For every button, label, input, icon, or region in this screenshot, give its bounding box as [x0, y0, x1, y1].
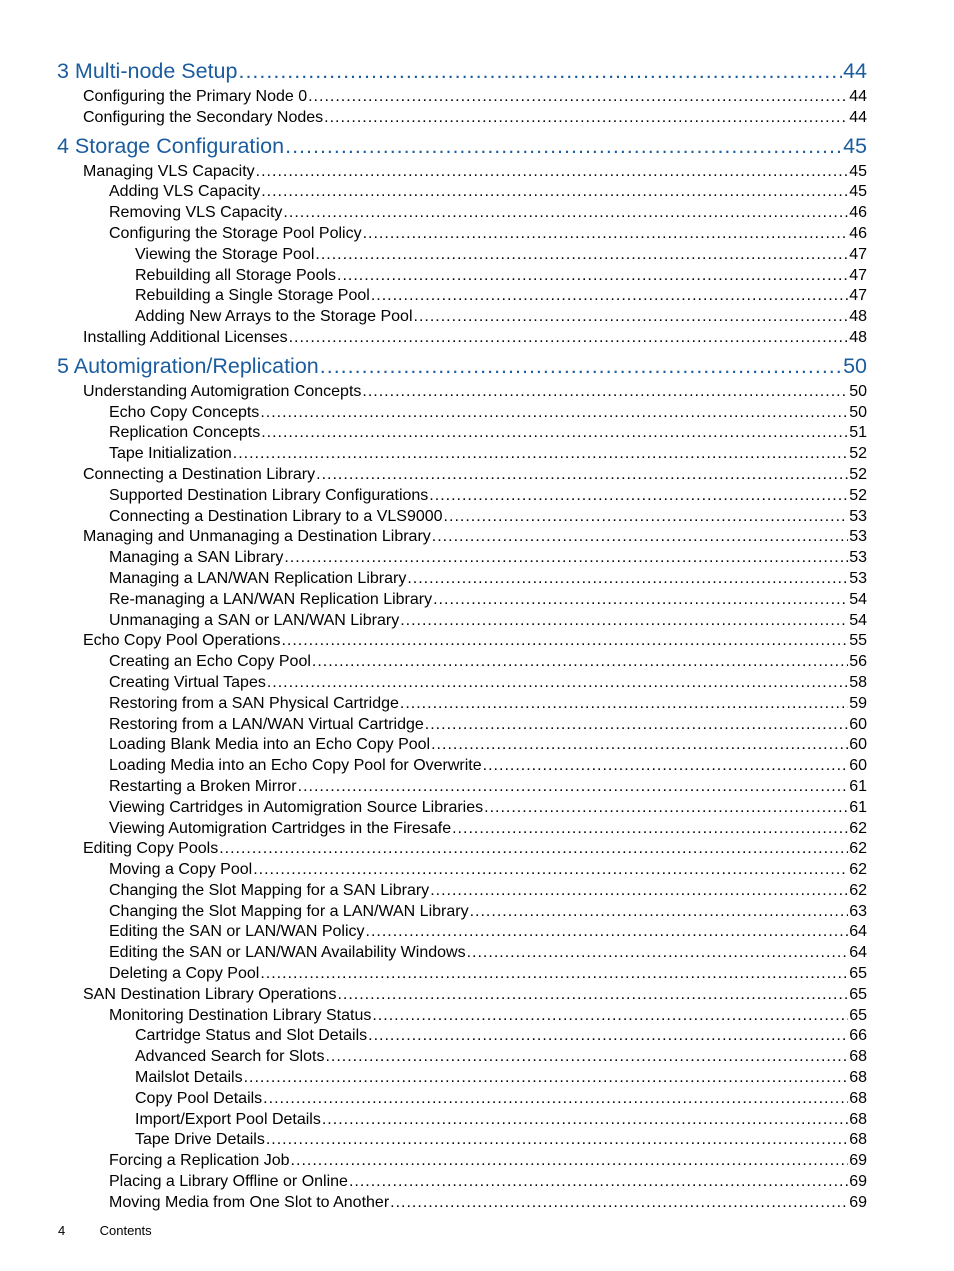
toc-entry[interactable] — [83, 839, 867, 860]
toc-entry-page-number: 53 — [849, 528, 867, 546]
toc-entry-page-number: 50 — [849, 403, 867, 421]
toc-entry[interactable] — [109, 224, 867, 245]
toc-entry-title: Copy Pool Details — [135, 1089, 263, 1107]
dot-leader — [483, 756, 849, 777]
toc-entry-title: Managing a LAN/WAN Replication Library — [109, 569, 407, 587]
toc-entry[interactable] — [83, 465, 867, 486]
toc-entry-title: Rebuilding a Single Storage Pool — [135, 287, 370, 305]
toc-entry-page-number: 62 — [849, 840, 867, 858]
toc-entry-title: Tape Initialization — [109, 445, 232, 463]
page-footer — [58, 1223, 152, 1238]
toc-entry-page-number: 69 — [849, 1173, 867, 1191]
dot-leader — [390, 1193, 848, 1214]
toc-entry[interactable] — [109, 798, 867, 819]
toc-entry-title: 3 Multi-node Setup — [57, 59, 238, 83]
toc-entry[interactable] — [109, 735, 867, 756]
toc-entry-page-number: 44 — [849, 108, 867, 126]
toc-entry[interactable] — [109, 548, 867, 569]
toc-entry-page-number: 65 — [849, 985, 867, 1003]
toc-entry-title: Adding VLS Capacity — [109, 183, 261, 201]
toc-entry-page-number: 65 — [849, 965, 867, 983]
toc-entry-title: Mailslot Details — [135, 1069, 243, 1087]
toc-entry[interactable] — [109, 1006, 867, 1027]
toc-entry-page-number: 45 — [843, 133, 867, 158]
table-of-contents — [0, 54, 954, 1214]
toc-entry-title: Understanding Automigration Concepts — [83, 382, 362, 400]
toc-entry[interactable] — [109, 182, 867, 203]
toc-entry[interactable] — [83, 162, 867, 183]
toc-entry-page-number: 54 — [849, 590, 867, 608]
toc-entry[interactable] — [109, 1172, 867, 1193]
dot-leader — [431, 735, 848, 756]
toc-chapter-entry[interactable] — [57, 351, 867, 382]
toc-entry[interactable] — [109, 203, 867, 224]
toc-entry-title: Rebuilding all Storage Pools — [135, 266, 337, 284]
toc-entry[interactable] — [135, 1026, 867, 1047]
toc-entry-title: Changing the Slot Mapping for a LAN/WAN Library — [109, 902, 469, 920]
toc-entry-title: Restarting a Broken Mirror — [109, 777, 297, 795]
toc-entry-page-number: 52 — [849, 445, 867, 463]
toc-entry[interactable] — [109, 964, 867, 985]
toc-entry-page-number: 46 — [849, 204, 867, 222]
dot-leader — [233, 444, 848, 465]
toc-entry-page-number: 68 — [849, 1131, 867, 1149]
toc-entry[interactable] — [83, 382, 867, 403]
toc-entry-title: Deleting a Copy Pool — [109, 965, 260, 983]
toc-entry[interactable] — [109, 444, 867, 465]
toc-entry-page-number: 62 — [849, 819, 867, 837]
toc-entry[interactable] — [109, 486, 867, 507]
toc-entry-page-number: 48 — [849, 308, 867, 326]
dot-leader — [256, 162, 849, 183]
dot-leader — [284, 548, 848, 569]
toc-entry-title: Editing the SAN or LAN/WAN Policy — [109, 923, 365, 941]
toc-entry-title: Cartridge Status and Slot Details — [135, 1027, 368, 1045]
toc-entry-title: Echo Copy Pool Operations — [83, 632, 281, 650]
dot-leader — [368, 1026, 848, 1047]
toc-entry-title: Restoring from a LAN/WAN Virtual Cartridge — [109, 715, 424, 733]
dot-leader — [308, 87, 848, 108]
dot-leader — [425, 715, 848, 736]
dot-leader — [253, 860, 848, 881]
toc-entry-title: Creating Virtual Tapes — [109, 673, 266, 691]
toc-entry[interactable] — [109, 652, 867, 673]
toc-entry-title: Replication Concepts — [109, 424, 261, 442]
toc-entry-title: Advanced Search for Slots — [135, 1048, 325, 1066]
toc-entry-page-number: 52 — [849, 465, 867, 483]
dot-leader — [261, 423, 848, 444]
toc-entry-title: Moving Media from One Slot to Another — [109, 1193, 390, 1211]
dot-leader — [219, 839, 848, 860]
toc-entry[interactable] — [135, 1089, 867, 1110]
toc-entry[interactable] — [83, 87, 867, 108]
toc-entry-page-number: 50 — [849, 382, 867, 400]
toc-entry[interactable] — [83, 985, 867, 1006]
toc-entry-page-number: 60 — [849, 715, 867, 733]
toc-entry-page-number: 44 — [849, 88, 867, 105]
toc-entry-page-number: 63 — [849, 902, 867, 920]
toc-entry[interactable] — [109, 922, 867, 943]
toc-entry[interactable] — [135, 1068, 867, 1089]
toc-entry-page-number: 69 — [849, 1193, 867, 1211]
toc-entry-page-number: 68 — [849, 1069, 867, 1087]
toc-entry[interactable] — [109, 715, 867, 736]
toc-entry[interactable] — [109, 694, 867, 715]
toc-entry-title: Viewing Cartridges in Automigration Source Libraries — [109, 798, 484, 816]
toc-entry-page-number: 52 — [849, 486, 867, 504]
dot-leader — [372, 1006, 848, 1027]
toc-chapter-entry[interactable] — [57, 131, 867, 162]
toc-entry-page-number: 68 — [849, 1048, 867, 1066]
toc-entry-page-number: 45 — [849, 183, 867, 201]
toc-entry-title: SAN Destination Library Operations — [83, 985, 337, 1003]
dot-leader — [366, 922, 849, 943]
dot-leader — [371, 286, 848, 307]
toc-entry-title: Monitoring Destination Library Status — [109, 1006, 372, 1024]
toc-entry-page-number: 50 — [843, 353, 867, 378]
toc-entry[interactable] — [135, 1110, 867, 1131]
toc-entry-title: Moving a Copy Pool — [109, 861, 253, 879]
dot-leader — [312, 652, 848, 673]
toc-entry-page-number: 48 — [849, 328, 867, 346]
toc-entry[interactable] — [135, 1047, 867, 1068]
dot-leader — [400, 694, 848, 715]
dot-leader — [281, 631, 848, 652]
toc-entry-title: Viewing Automigration Cartridges in the Firesafe — [109, 819, 452, 837]
toc-entry-title: Managing a SAN Library — [109, 549, 284, 567]
dot-leader — [283, 203, 848, 224]
toc-entry[interactable] — [83, 527, 867, 548]
toc-entry-page-number: 47 — [849, 245, 867, 263]
toc-entry[interactable] — [109, 902, 867, 923]
dot-leader — [337, 266, 848, 287]
toc-entry-page-number: 46 — [849, 224, 867, 242]
toc-chapter-entry[interactable] — [57, 56, 867, 87]
dot-leader — [316, 465, 848, 486]
toc-entry[interactable] — [109, 943, 867, 964]
dot-leader — [430, 881, 848, 902]
toc-entry-title: Loading Media into an Echo Copy Pool for Overwrite — [109, 757, 482, 775]
toc-entry-page-number: 56 — [849, 653, 867, 671]
dot-leader — [291, 1151, 849, 1172]
toc-entry-page-number: 68 — [849, 1089, 867, 1107]
toc-entry-page-number: 47 — [849, 287, 867, 305]
toc-entry[interactable] — [109, 403, 867, 424]
dot-leader — [467, 943, 849, 964]
toc-entry-title: Forcing a Replication Job — [109, 1152, 290, 1170]
toc-entry-title: Unmanaging a SAN or LAN/WAN Library — [109, 611, 400, 629]
toc-entry-page-number: 51 — [849, 424, 867, 442]
toc-entry-title: Echo Copy Concepts — [109, 403, 260, 421]
toc-entry-page-number: 54 — [849, 611, 867, 629]
dot-leader — [260, 964, 848, 985]
toc-entry-title: Supported Destination Library Configurations — [109, 486, 429, 504]
toc-entry-page-number: 65 — [849, 1006, 867, 1024]
dot-leader — [484, 798, 848, 819]
toc-entry[interactable] — [109, 777, 867, 798]
footer-page-number: 4 — [58, 1223, 66, 1238]
dot-leader — [260, 403, 848, 424]
toc-entry-page-number: 59 — [849, 694, 867, 712]
toc-entry[interactable] — [109, 881, 867, 902]
dot-leader — [266, 1130, 848, 1151]
dot-leader — [349, 1172, 848, 1193]
toc-entry-page-number: 53 — [849, 507, 867, 525]
toc-entry[interactable] — [109, 819, 867, 840]
toc-entry[interactable] — [109, 569, 867, 590]
dot-leader — [363, 224, 849, 245]
toc-entry-title: 5 Automigration/Replication — [57, 353, 319, 378]
dot-leader — [432, 527, 848, 548]
toc-entry[interactable] — [109, 611, 867, 632]
toc-entry-title: Managing VLS Capacity — [83, 162, 255, 180]
toc-entry[interactable] — [135, 1130, 867, 1151]
toc-entry-title: Connecting a Destination Library to a VLS9000 — [109, 507, 443, 525]
toc-entry-title: Managing and Unmanaging a Destination Library — [83, 528, 431, 546]
dot-leader — [337, 985, 848, 1006]
toc-entry-page-number: 60 — [849, 736, 867, 754]
dot-leader — [238, 56, 842, 87]
toc-entry-page-number: 61 — [849, 777, 867, 795]
toc-entry-title: Changing the Slot Mapping for a SAN Library — [109, 881, 430, 899]
dot-leader — [452, 819, 848, 840]
toc-entry[interactable] — [135, 307, 867, 328]
dot-leader — [244, 1068, 849, 1089]
toc-entry-title: Adding New Arrays to the Storage Pool — [135, 308, 413, 326]
toc-entry-page-number: 47 — [849, 266, 867, 284]
dot-leader — [429, 486, 848, 507]
toc-entry-title: Import/Export Pool Details — [135, 1110, 321, 1128]
toc-entry-page-number: 69 — [849, 1152, 867, 1170]
dot-leader — [470, 902, 849, 923]
toc-entry-page-number: 58 — [849, 673, 867, 691]
toc-entry[interactable] — [135, 245, 867, 266]
toc-entry-page-number: 60 — [849, 757, 867, 775]
dot-leader — [325, 1047, 848, 1068]
dot-leader — [444, 507, 849, 528]
toc-entry-page-number: 45 — [849, 162, 867, 180]
toc-entry[interactable] — [109, 860, 867, 881]
toc-entry-page-number: 62 — [849, 861, 867, 879]
dot-leader — [433, 590, 848, 611]
toc-entry-title: Re-managing a LAN/WAN Replication Library — [109, 590, 433, 608]
toc-entry[interactable] — [109, 1151, 867, 1172]
toc-entry-title: Configuring the Primary Node 0 — [83, 88, 308, 105]
toc-entry-title: Editing the SAN or LAN/WAN Availability Windows — [109, 944, 466, 962]
dot-leader — [261, 182, 848, 203]
dot-leader — [362, 382, 848, 403]
toc-entry[interactable] — [83, 108, 867, 129]
toc-entry-page-number: 53 — [849, 549, 867, 567]
toc-entry-title: Tape Drive Details — [135, 1131, 265, 1149]
toc-entry-page-number: 53 — [849, 569, 867, 587]
toc-entry-title: Restoring from a SAN Physical Cartridge — [109, 694, 399, 712]
dot-leader — [298, 777, 849, 798]
dot-leader — [315, 245, 848, 266]
dot-leader — [414, 307, 849, 328]
dot-leader — [263, 1089, 848, 1110]
toc-entry-page-number: 68 — [849, 1110, 867, 1128]
toc-entry-title: Viewing the Storage Pool — [135, 245, 315, 263]
footer-section-label: Contents — [99, 1223, 152, 1238]
dot-leader — [320, 351, 842, 382]
toc-entry-page-number: 64 — [849, 923, 867, 941]
toc-entry-page-number: 66 — [849, 1027, 867, 1045]
toc-entry[interactable] — [109, 423, 867, 444]
toc-entry-title: Editing Copy Pools — [83, 840, 219, 858]
toc-entry-page-number: 55 — [849, 632, 867, 650]
toc-entry-title: Placing a Library Offline or Online — [109, 1173, 348, 1191]
toc-entry[interactable] — [109, 756, 867, 777]
toc-entry-page-number: 61 — [849, 798, 867, 816]
toc-entry-page-number: 62 — [849, 881, 867, 899]
toc-entry[interactable] — [109, 507, 867, 528]
dot-leader — [285, 131, 842, 162]
dot-leader — [400, 611, 848, 632]
toc-entry[interactable] — [135, 266, 867, 287]
toc-entry[interactable] — [135, 286, 867, 307]
dot-leader — [407, 569, 848, 590]
toc-entry-title: Removing VLS Capacity — [109, 204, 283, 222]
toc-entry-title: Creating an Echo Copy Pool — [109, 653, 311, 671]
toc-entry[interactable] — [109, 590, 867, 611]
toc-entry-title: Connecting a Destination Library — [83, 465, 316, 483]
toc-entry-page-number: 64 — [849, 944, 867, 962]
toc-entry-title: Installing Additional Licenses — [83, 328, 288, 346]
dot-leader — [267, 673, 848, 694]
dot-leader — [324, 108, 848, 129]
toc-entry-title: Loading Blank Media into an Echo Copy Pool — [109, 736, 431, 754]
toc-entry[interactable] — [109, 1193, 867, 1214]
toc-entry[interactable] — [83, 631, 867, 652]
toc-entry[interactable] — [109, 673, 867, 694]
toc-entry-title: Configuring the Storage Pool Policy — [109, 224, 362, 242]
toc-entry[interactable] — [83, 328, 867, 349]
dot-leader — [289, 328, 849, 349]
toc-entry-title: 4 Storage Configuration — [57, 133, 285, 158]
toc-entry-title: Configuring the Secondary Nodes — [83, 108, 324, 126]
toc-entry-page-number: 44 — [843, 59, 867, 83]
dot-leader — [322, 1110, 848, 1131]
